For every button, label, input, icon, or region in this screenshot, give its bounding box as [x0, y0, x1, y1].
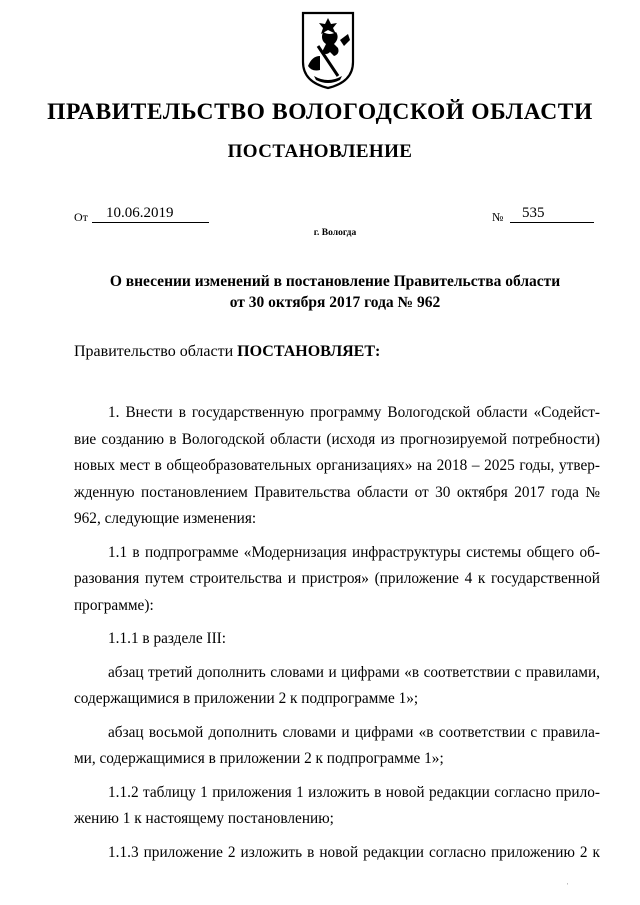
paragraph-abzac-3: [74, 660, 600, 713]
subject-line: от 30 октября 2017 года № 962: [229, 294, 441, 311]
text-line: содержащимися в приложении 2 к подпрограмме 1»;: [74, 690, 419, 707]
document-meta-row: [74, 204, 606, 226]
date-label: От: [74, 210, 88, 224]
paragraph-1: [74, 400, 600, 533]
document-date: 10.06.2019: [92, 205, 209, 223]
document-subject: [60, 271, 610, 313]
resolution-prefix: Правительство области: [74, 343, 238, 360]
text-line: ми, содержащимися в приложении 2 к подпрограмме 1»;: [74, 750, 444, 767]
city-label: г. Вологда: [313, 228, 357, 238]
scan-mark: ˈ: [566, 882, 569, 891]
paragraph-1-1-2: [74, 780, 600, 833]
document-number: 535: [510, 205, 594, 223]
text-line: абзац третий дополнить словами и цифрами «в соответствии с правилами,: [108, 663, 600, 681]
resolution-verb: ПОСТАНОВЛЯЕТ:: [237, 343, 381, 360]
resolution-statement: [74, 343, 380, 361]
document-type: ПОСТАНОВЛЕНИЕ: [227, 141, 413, 162]
text-line: разования путем строительства и пристроя» (приложение 4 к государственной: [74, 570, 600, 587]
document-body: [74, 400, 600, 866]
text-line: вие созданию в Вологодской области (исходя из прогнозируемой потребности): [74, 430, 600, 448]
organization-title: ПРАВИТЕЛЬСТВО ВОЛОГОДСКОЙ ОБЛАСТИ: [47, 99, 593, 125]
text-line: 1.1.1 в разделе III:: [108, 630, 227, 647]
subject-line: О внесении изменений в постановление Правительства области: [109, 273, 561, 290]
text-line: 1.1.3 приложение 2 изложить в новой редакции согласно приложению 2 к: [108, 843, 600, 861]
text-line: 962, следующие изменения:: [74, 510, 257, 527]
text-line: абзац восьмой дополнить словами и цифрами «в соответствии с правила-: [108, 723, 600, 741]
text-line: жению 1 к настоящему постановлению;: [74, 810, 334, 827]
vologda-coat-of-arms-icon: [300, 10, 356, 90]
paragraph-1-1-1: [74, 626, 600, 653]
text-line: 1.1 в подпрограмме «Модернизация инфраструктуры системы общего об-: [108, 543, 600, 561]
text-line: новых мест в общеобразовательных организациях» на 2018 – 2025 годы, утвер-: [74, 457, 600, 474]
text-line: жденную постановлением Правительства области от 30 октября 2017 года №: [74, 483, 600, 501]
number-label: №: [492, 210, 504, 224]
text-line: программе):: [74, 596, 154, 614]
text-line: 1.1.2 таблицу 1 приложения 1 изложить в новой редакции согласно прило-: [108, 783, 600, 801]
paragraph-abzac-8: [74, 720, 600, 773]
paragraph-1-1-3: [74, 840, 600, 867]
paragraph-1-1: [74, 540, 600, 620]
text-line: 1. Внести в государственную программу Вологодской области «Содейст-: [108, 404, 600, 421]
